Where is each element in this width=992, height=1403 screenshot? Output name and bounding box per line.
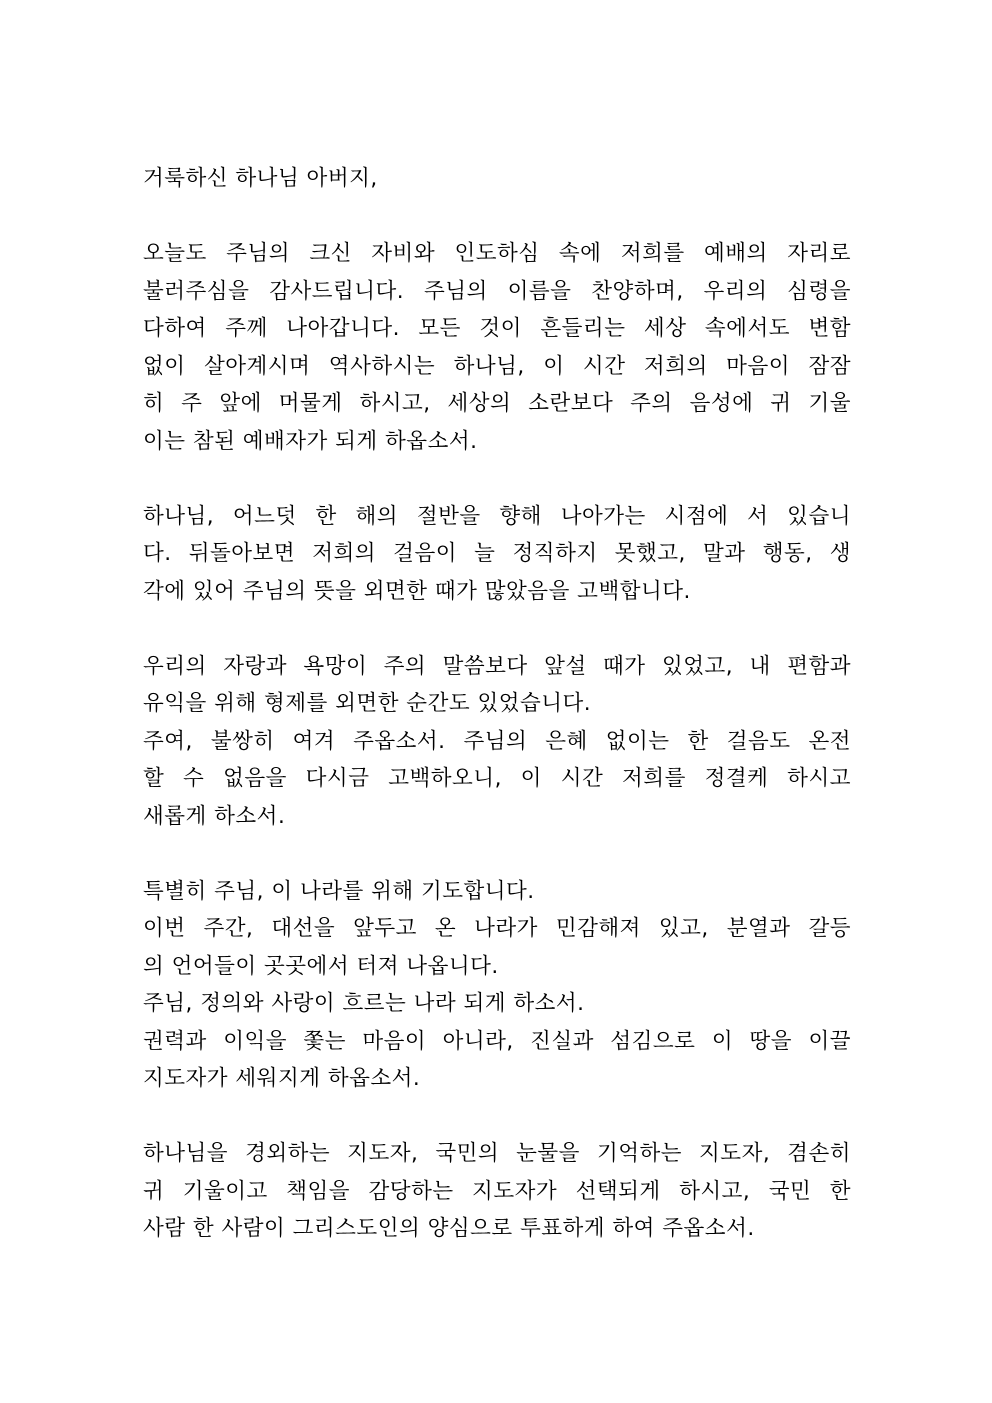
paragraph [143,160,851,198]
paragraph [143,648,851,836]
text-line: 다하여 주께 나아갑니다. 모든 것이 흔들리는 세상 속에서도 변함 [143,316,851,341]
text-line: 특별히 주님, 이 나라를 위해 기도합니다. [143,878,535,904]
text-line: 새롭게 하소서. [143,803,286,829]
text-line: 의 언어들이 곳곳에서 터져 나옵니다. [143,953,499,979]
text-line: 주님, 정의와 사랑이 흐르는 나라 되게 하소서. [143,991,585,1016]
text-line: 지도자가 세워지게 하옵소서. [143,1066,421,1091]
paragraph [143,1135,851,1248]
text-line: 귀 기울이고 책임을 감당하는 지도자가 선택되게 하시고, 국민 한 [143,1178,851,1204]
paragraph-spacer [143,610,851,648]
paragraph [143,498,851,611]
text-line: 할 수 없음을 다시금 고백하오니, 이 시간 저희를 정결케 하시고 [143,766,851,791]
text-line: 유익을 위해 형제를 외면한 순간도 있었습니다. [143,691,592,716]
text-line: 오늘도 주님의 크신 자비와 인도하심 속에 저희를 예배의 자리로 [143,241,851,266]
paragraph-spacer [143,1098,851,1136]
text-line: 권력과 이익을 쫓는 마음이 아니라, 진실과 섬김으로 이 땅을 이끌 [143,1028,851,1054]
text-line: 다. 뒤돌아보면 저희의 걸음이 늘 정직하지 못했고, 말과 행동, 생 [143,541,851,566]
text-line: 각에 있어 주님의 뜻을 외면한 때가 많았음을 고백합니다. [143,578,691,604]
text-line: 불러주심을 감사드립니다. 주님의 이름을 찬양하며, 우리의 심령을 [143,278,851,304]
paragraph-spacer [143,460,851,498]
text-line: 이는 참된 예배자가 되게 하옵소서. [143,428,478,454]
paragraph [143,235,851,460]
text-line: 하나님을 경외하는 지도자, 국민의 눈물을 기억하는 지도자, 겸손히 [143,1141,851,1166]
text-line: 하나님, 어느덧 한 해의 절반을 향해 나아가는 시점에 서 있습니 [143,503,851,529]
text-line: 히 주 앞에 머물게 하시고, 세상의 소란보다 주의 음성에 귀 기울 [143,391,851,416]
text-line: 거룩하신 하나님 아버지, [143,166,378,191]
text-line: 사람 한 사람이 그리스도인의 양심으로 투표하게 하여 주옵소서. [143,1216,755,1241]
prayer-text [143,160,851,1248]
text-line: 주여, 불쌍히 여겨 주옵소서. 주님의 은혜 없이는 한 걸음도 온전 [143,728,851,754]
paragraph [143,873,851,1098]
paragraph-spacer [143,835,851,873]
paragraph-spacer [143,198,851,236]
text-line: 없이 살아계시며 역사하시는 하나님, 이 시간 저희의 마음이 잠잠 [143,353,851,379]
text-line: 우리의 자랑과 욕망이 주의 말씀보다 앞설 때가 있었고, 내 편함과 [143,653,851,679]
text-line: 이번 주간, 대선을 앞두고 온 나라가 민감해져 있고, 분열과 갈등 [143,916,851,941]
